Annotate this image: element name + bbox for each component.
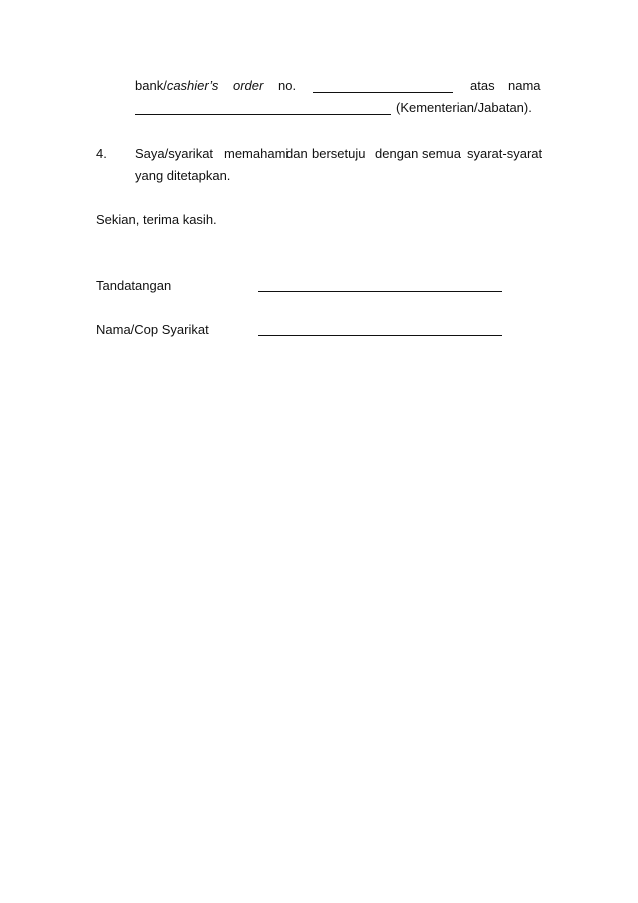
text-nama: nama (508, 78, 541, 93)
text-atas: atas (470, 78, 495, 93)
text-bank: bank/cashier’s (135, 78, 219, 93)
closing-text: Sekian, terima kasih. (96, 212, 217, 227)
text-no: no. (278, 78, 297, 93)
item4-line2: yang ditetapkan. (135, 168, 231, 183)
ministry-name-blank[interactable] (135, 114, 391, 115)
item4-word: bersetuju (312, 146, 366, 161)
item4-word: Saya/syarikat (135, 146, 214, 161)
company-stamp-blank[interactable] (258, 335, 502, 336)
item4-word: dengan (375, 146, 419, 161)
item4-word: dan (286, 146, 308, 161)
item4-word: memahami (224, 146, 289, 161)
text-order: order (233, 78, 264, 93)
item4-word: syarat-syarat (467, 146, 543, 161)
order-number-blank[interactable] (313, 92, 453, 93)
text-kementerian-jabatan: (Kementerian/Jabatan). (396, 100, 532, 115)
item4-word: semua (422, 146, 462, 161)
company-stamp-label: Nama/Cop Syarikat (96, 322, 209, 337)
text-cashiers: cashier’s (166, 78, 219, 93)
signature-label: Tandatangan (96, 278, 172, 293)
signature-blank[interactable] (258, 291, 502, 292)
item-number: 4. (96, 146, 107, 161)
